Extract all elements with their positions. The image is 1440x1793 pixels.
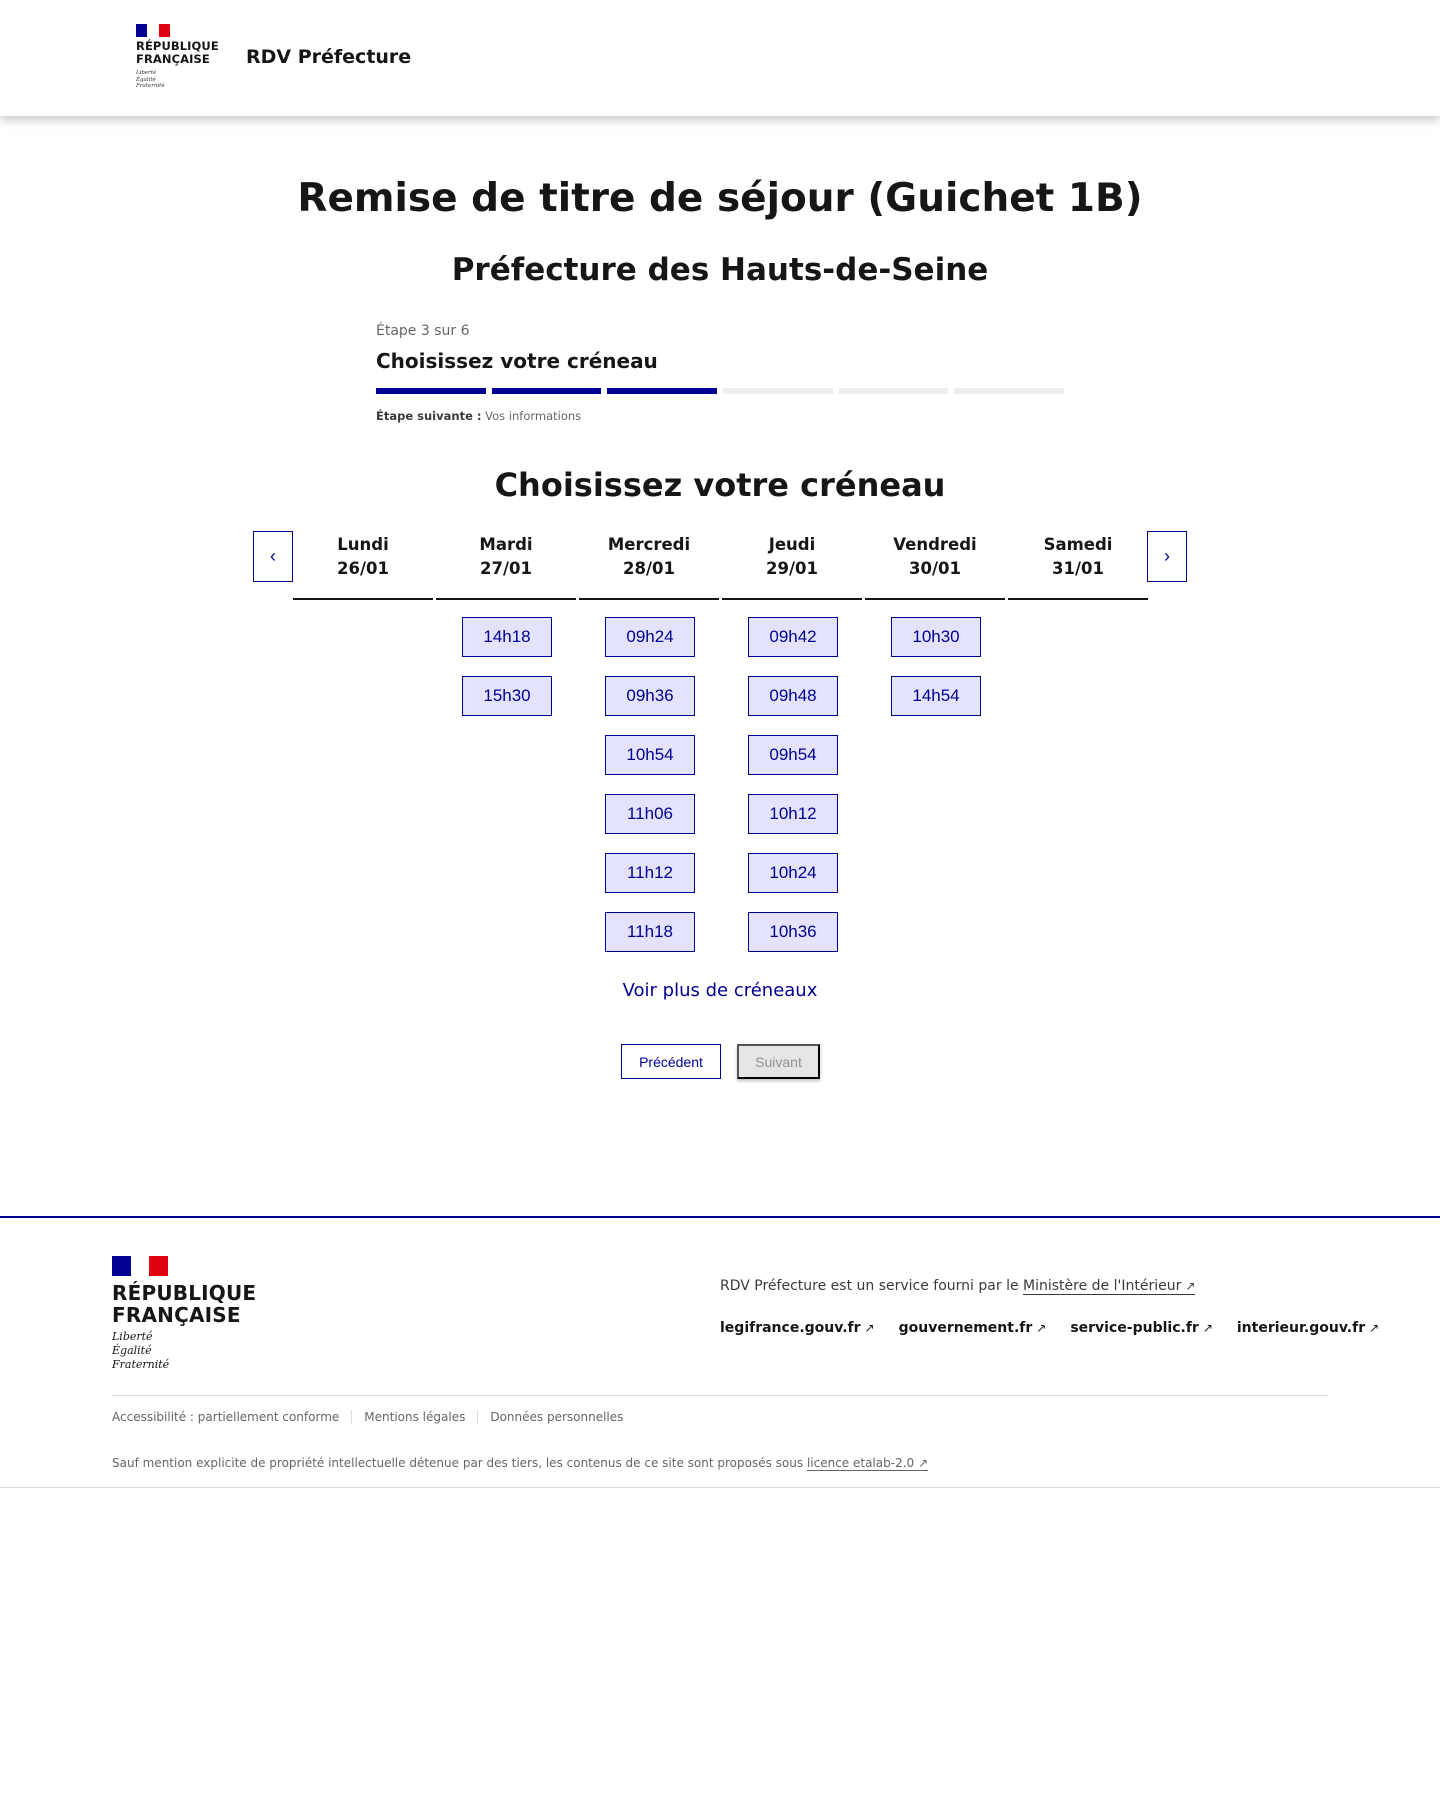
time-slot-button[interactable]: 10h36 xyxy=(748,912,838,952)
footer-logo-title xyxy=(112,1282,256,1326)
day-header xyxy=(579,530,719,600)
personal-data-link[interactable]: Données personnelles xyxy=(477,1410,635,1424)
footer-motto xyxy=(112,1330,256,1372)
step-next-value: Vos informations xyxy=(485,409,582,423)
logo-line: FRANÇAISE xyxy=(112,1303,241,1327)
slots-title: Choisissez votre créneau xyxy=(494,466,946,504)
step-bar xyxy=(954,388,1064,394)
step-bar xyxy=(607,388,717,394)
stepper xyxy=(376,323,1064,423)
step-progress xyxy=(376,388,1064,394)
time-slot-button[interactable]: 11h06 xyxy=(605,794,695,834)
footer-link[interactable] xyxy=(720,1320,875,1336)
time-slot-button[interactable]: 09h54 xyxy=(748,735,838,775)
day-header xyxy=(722,530,862,600)
legal-notice-link[interactable]: Mentions légales xyxy=(351,1410,477,1424)
french-flag-icon xyxy=(112,1256,168,1276)
footer-link-label: legifrance.gouv.fr xyxy=(720,1320,861,1336)
site-header xyxy=(0,0,1440,116)
step-title: Choisissez votre créneau xyxy=(376,349,658,373)
footer-link-label: gouvernement.fr xyxy=(898,1320,1033,1336)
service-name[interactable]: RDV Préfecture xyxy=(246,46,412,68)
time-slot-button[interactable]: 14h18 xyxy=(462,617,552,657)
accessibility-link[interactable]: Accessibilité : partiellement conforme xyxy=(112,1410,340,1424)
logo-line: RÉPUBLIQUE xyxy=(136,39,219,53)
time-slot-button[interactable]: 11h18 xyxy=(605,912,695,952)
day-column xyxy=(293,530,433,600)
day-column xyxy=(722,530,862,941)
day-header xyxy=(865,530,1005,600)
external-link-icon: ↗ xyxy=(918,1456,929,1470)
day-header xyxy=(436,530,576,600)
footer-logo[interactable] xyxy=(112,1256,256,1372)
day-name: Lundi xyxy=(337,535,389,554)
external-link-icon: ↗ xyxy=(1202,1321,1213,1335)
time-slot-button[interactable]: 10h30 xyxy=(891,617,981,657)
day-name: Vendredi xyxy=(893,535,977,554)
logo-motto xyxy=(136,70,226,90)
step-count: Étape 3 sur 6 xyxy=(376,323,470,339)
time-slot-button[interactable]: 09h24 xyxy=(605,617,695,657)
external-link-icon: ↗ xyxy=(864,1321,875,1335)
motto-line: Égalité xyxy=(112,1344,152,1357)
day-header xyxy=(1008,530,1148,600)
page-subtitle: Préfecture des Hauts-de-Seine xyxy=(451,252,989,288)
footer-bottom-links xyxy=(112,1410,635,1424)
day-column xyxy=(436,530,576,705)
time-slot-button[interactable]: 15h30 xyxy=(462,676,552,716)
motto-line: Égalité xyxy=(136,76,156,83)
step-next-label: Étape suivante : xyxy=(376,409,482,423)
license-text: Sauf mention explicite de propriété intellectuelle détenue par des tiers, les contenus de ce site sont proposés sous xyxy=(112,1456,804,1470)
next-button[interactable]: Suivant xyxy=(737,1044,820,1079)
logo-title xyxy=(136,40,226,66)
motto-line: Liberté xyxy=(136,70,157,76)
french-flag-icon xyxy=(136,24,170,37)
day-header xyxy=(293,530,433,600)
external-link-icon: ↗ xyxy=(1036,1321,1047,1335)
license-link[interactable] xyxy=(807,1456,928,1471)
day-date: 31/01 xyxy=(1052,559,1104,578)
step-bar xyxy=(723,388,833,394)
more-slots-link[interactable]: Voir plus de créneaux xyxy=(622,980,818,1001)
footer-link[interactable] xyxy=(1070,1320,1213,1336)
footer-divider xyxy=(112,1395,1328,1396)
footer-license xyxy=(112,1456,928,1470)
step-bar xyxy=(376,388,486,394)
time-slot-button[interactable]: 10h12 xyxy=(748,794,838,834)
time-slot-button[interactable]: 11h12 xyxy=(605,853,695,893)
footer-link-label: service-public.fr xyxy=(1070,1320,1199,1336)
time-slot-button[interactable]: 10h54 xyxy=(605,735,695,775)
day-name: Mercredi xyxy=(607,535,691,554)
footer-link[interactable] xyxy=(1237,1320,1379,1336)
motto-line: Fraternité xyxy=(112,1358,170,1371)
license-link-label: licence etalab-2.0 xyxy=(806,1456,915,1470)
step-bar xyxy=(839,388,949,394)
day-date: 30/01 xyxy=(909,559,961,578)
site-footer xyxy=(0,1216,1440,1488)
time-slot-button[interactable]: 09h42 xyxy=(748,617,838,657)
footer-description xyxy=(720,1278,1195,1294)
day-column xyxy=(865,530,1005,705)
ministry-link-label: Ministère de l'Intérieur xyxy=(1023,1278,1182,1294)
motto-line: Fraternité xyxy=(136,83,165,89)
page-title: Remise de titre de séjour (Guichet 1B) xyxy=(297,176,1143,221)
chevron-right-icon: › xyxy=(1164,546,1170,566)
time-slot-button[interactable]: 10h24 xyxy=(748,853,838,893)
logo-line: FRANÇAISE xyxy=(136,52,210,66)
step-next xyxy=(376,409,1064,423)
logo-line: RÉPUBLIQUE xyxy=(112,1281,257,1305)
day-column xyxy=(1008,530,1148,600)
republique-francaise-logo[interactable] xyxy=(136,24,226,90)
time-slot-button[interactable]: 14h54 xyxy=(891,676,981,716)
day-name: Mardi xyxy=(479,535,533,554)
day-date: 28/01 xyxy=(623,559,675,578)
external-link-icon: ↗ xyxy=(1185,1279,1196,1293)
external-link-icon: ↗ xyxy=(1369,1321,1380,1335)
previous-week-button[interactable] xyxy=(253,531,293,582)
time-slot-button[interactable]: 09h48 xyxy=(748,676,838,716)
chevron-left-icon: ‹ xyxy=(270,546,276,566)
ministry-link[interactable] xyxy=(1023,1278,1195,1295)
previous-button[interactable]: Précédent xyxy=(621,1044,721,1079)
footer-desc-text: RDV Préfecture est un service fourni par le xyxy=(720,1278,1019,1294)
day-date: 29/01 xyxy=(766,559,818,578)
motto-line: Liberté xyxy=(112,1330,153,1343)
time-slot-button[interactable]: 09h36 xyxy=(605,676,695,716)
footer-link-label: interieur.gouv.fr xyxy=(1236,1320,1366,1336)
footer-links xyxy=(720,1320,1379,1336)
day-name: Jeudi xyxy=(768,535,816,554)
step-bar xyxy=(492,388,602,394)
day-column xyxy=(579,530,719,941)
footer-link[interactable] xyxy=(899,1320,1047,1336)
day-date: 26/01 xyxy=(337,559,389,578)
day-date: 27/01 xyxy=(480,559,532,578)
next-week-button[interactable] xyxy=(1147,531,1187,582)
day-name: Samedi xyxy=(1043,535,1113,554)
